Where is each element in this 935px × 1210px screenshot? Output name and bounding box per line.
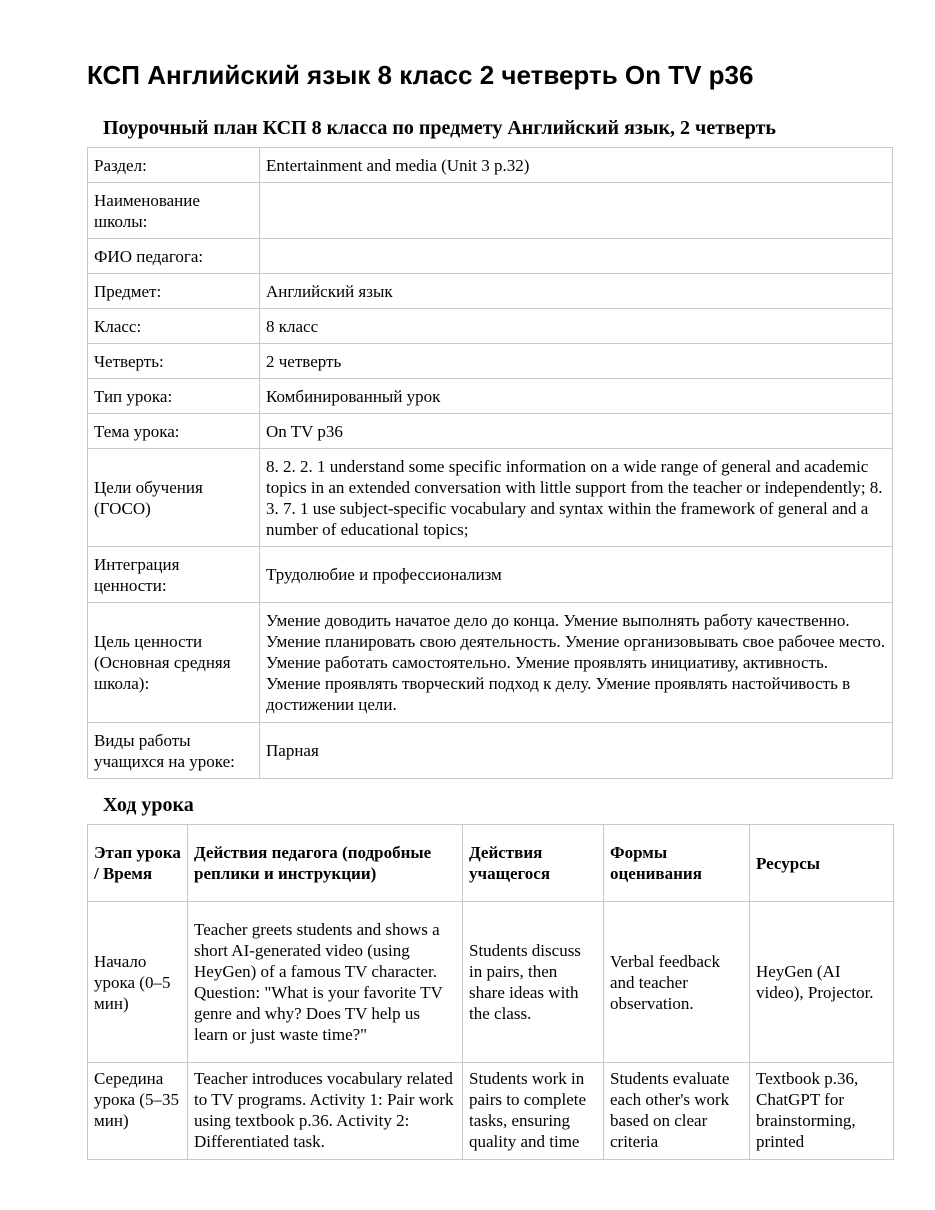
lesson-course-heading: Ход урока: [103, 794, 194, 816]
info-value: Трудолюбие и профессионализм: [260, 547, 893, 603]
column-header-teacher-actions: Действия педагога (подробные реплики и инструкции): [188, 825, 463, 902]
info-row-teacher: [88, 239, 893, 274]
table-cell: Verbal feedback and teacher observation.: [604, 902, 750, 1063]
info-label: Четверть:: [88, 344, 260, 379]
table-cell: Textbook p.36, ChatGPT for brainstorming, printed: [750, 1063, 894, 1160]
info-value: Английский язык: [260, 274, 893, 309]
info-row-lesson-topic: [88, 414, 893, 449]
info-value: On TV p36: [260, 414, 893, 449]
lesson-info-table: [87, 147, 893, 779]
table-row: [88, 1063, 894, 1160]
info-label: Тип урока:: [88, 379, 260, 414]
info-value: Комбинированный урок: [260, 379, 893, 414]
info-label: Раздел:: [88, 148, 260, 183]
table-cell: Teacher introduces vocabulary related to TV programs. Activity 1: Pair work using textbook p.36. Activity 2: Differentiated task.: [188, 1063, 463, 1160]
info-value: 8. 2. 2. 1 understand some specific information on a wide range of general and academic topics in an extended conversation with little support from the teacher or independently; 8. 3. 7. 1 use subject-specific vocabulary and syntax within the framework of general and a number of educational topics;: [260, 449, 893, 547]
info-row-school: [88, 183, 893, 239]
info-row-work-types: [88, 723, 893, 779]
info-value: 8 класс: [260, 309, 893, 344]
info-value: [260, 239, 893, 274]
info-label: Класс:: [88, 309, 260, 344]
info-row-quarter: [88, 344, 893, 379]
info-label: Интеграция ценности:: [88, 547, 260, 603]
column-header-assessment: Формы оценивания: [604, 825, 750, 902]
info-label: Цель ценности (Основная средняя школа):: [88, 603, 260, 723]
column-header-stage: Этап урока / Время: [88, 825, 188, 902]
table-row: [88, 902, 894, 1063]
table-cell: Students evaluate each other's work based on clear criteria: [604, 1063, 750, 1160]
info-value: Парная: [260, 723, 893, 779]
table-cell: HeyGen (AI video), Projector.: [750, 902, 894, 1063]
info-row-section: [88, 148, 893, 183]
info-row-lesson-type: [88, 379, 893, 414]
lesson-plan-subtitle: Поурочный план КСП 8 класса по предмету Английский язык, 2 четверть: [103, 117, 776, 139]
info-row-learning-objectives: [88, 449, 893, 547]
info-row-grade: [88, 309, 893, 344]
info-value: 2 четверть: [260, 344, 893, 379]
info-label: Виды работы учащихся на уроке:: [88, 723, 260, 779]
table-cell: Начало урока (0–5 мин): [88, 902, 188, 1063]
info-value: [260, 183, 893, 239]
table-cell: Середина урока (5–35 мин): [88, 1063, 188, 1160]
info-value: Entertainment and media (Unit 3 p.32): [260, 148, 893, 183]
table-cell: Students discuss in pairs, then share ideas with the class.: [463, 902, 604, 1063]
info-label: Цели обучения (ГОСО): [88, 449, 260, 547]
info-label: ФИО педагога:: [88, 239, 260, 274]
info-row-value-integration: [88, 547, 893, 603]
column-header-student-actions: Действия учащегося: [463, 825, 604, 902]
table-cell: Teacher greets students and shows a short AI-generated video (using HeyGen) of a famous TV character. Question: "What is your favorite TV genre and why? Does TV help us learn or just waste time?": [188, 902, 463, 1063]
info-label: Предмет:: [88, 274, 260, 309]
table-cell: Students work in pairs to complete tasks, ensuring quality and time: [463, 1063, 604, 1160]
lesson-course-table: [87, 824, 894, 1160]
page-title: КСП Английский язык 8 класс 2 четверть On TV p36: [87, 60, 754, 90]
column-header-resources: Ресурсы: [750, 825, 894, 902]
info-row-subject: [88, 274, 893, 309]
table-header-row: [88, 825, 894, 902]
info-label: Тема урока:: [88, 414, 260, 449]
info-row-value-goal: [88, 603, 893, 723]
info-label: Наименование школы:: [88, 183, 260, 239]
info-value: Умение доводить начатое дело до конца. Умение выполнять работу качественно. Умение планировать свою деятельность. Умение организовывать свое рабочее место. Умение работать самостоятельно. Умение проявлять инициативу, активность. Умение проявлять творческий подход к делу. Умение проявлять настойчивость в достижении цели.: [260, 603, 893, 723]
